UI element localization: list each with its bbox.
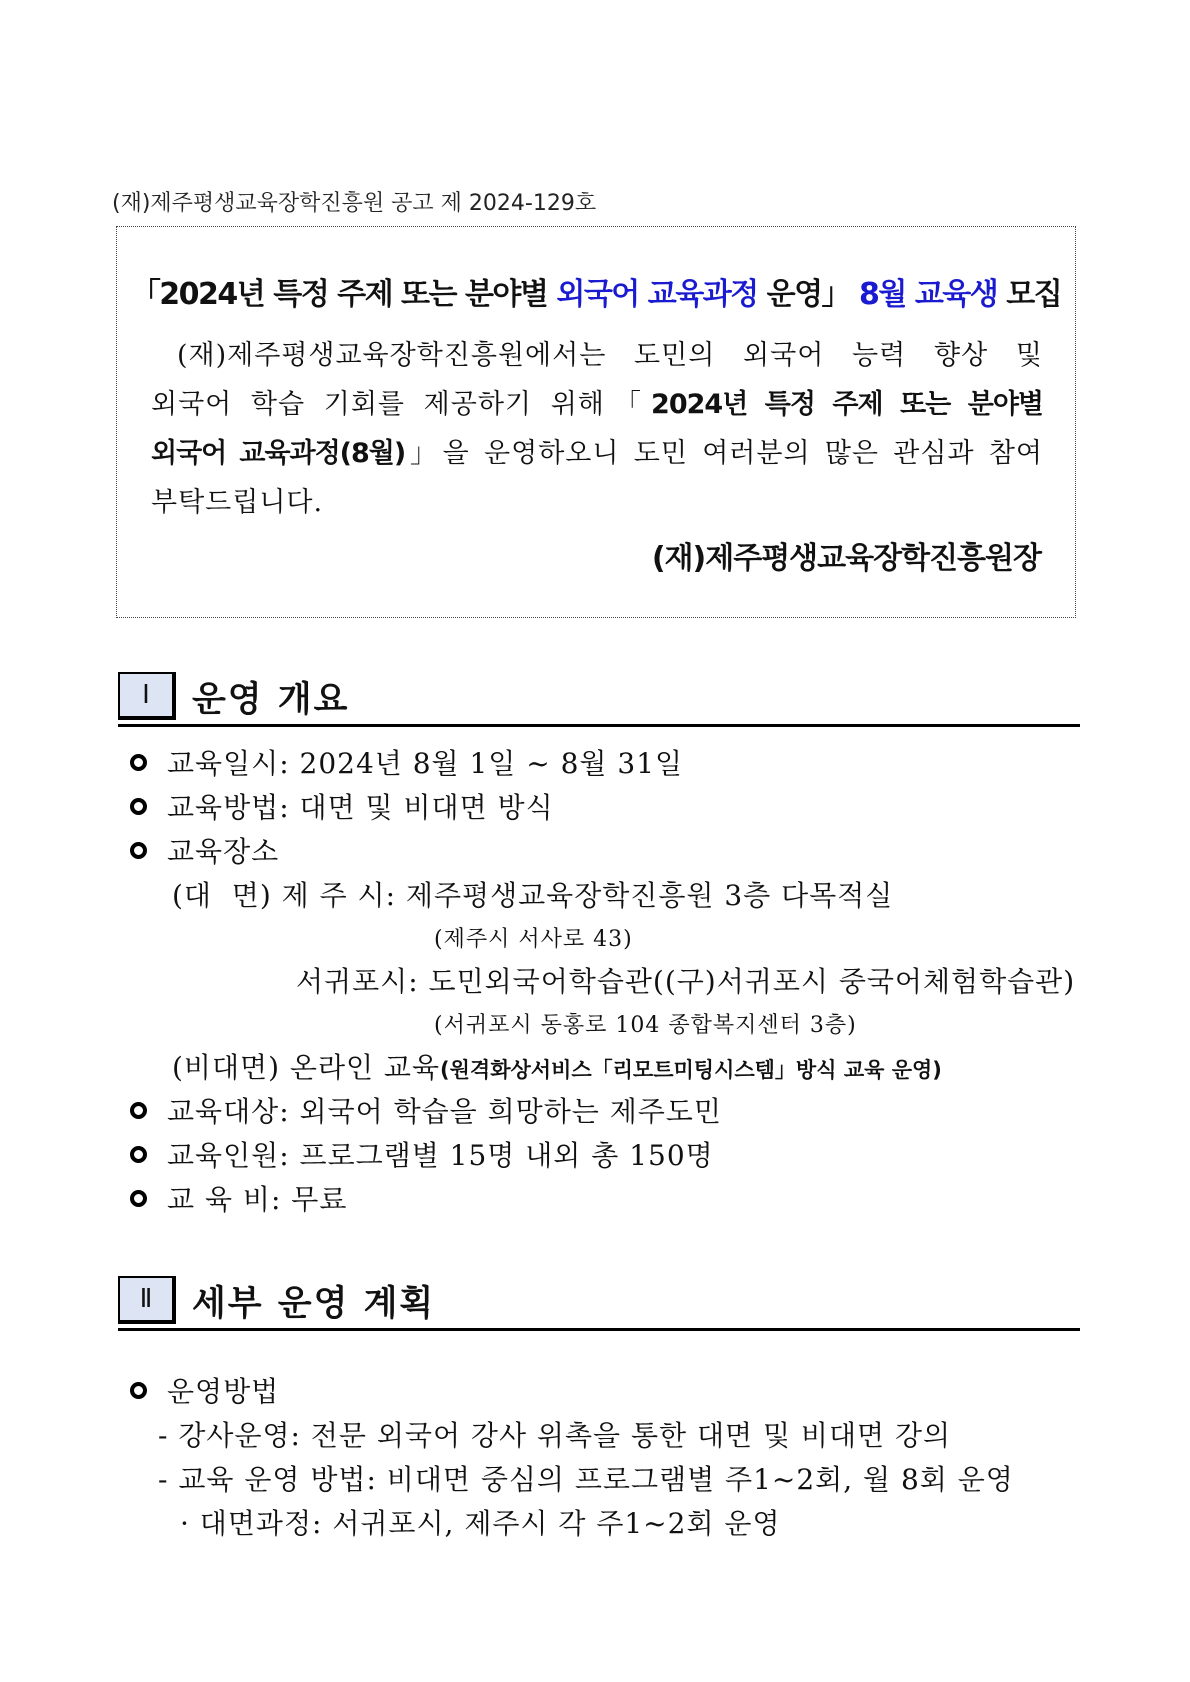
place-text: 교육장소 bbox=[167, 835, 280, 868]
offline-line: · 대면과정: 서귀포시, 제주시 각 주1~2회 운영 bbox=[180, 1507, 781, 1540]
edu-method-line: - 교육 운영 방법: 비대면 중심의 프로그램별 주1~2회, 월 8회 운영 bbox=[158, 1463, 1014, 1496]
title-part5: 모집 bbox=[997, 277, 1062, 312]
list-item-date bbox=[130, 742, 683, 782]
bullet-icon bbox=[130, 1382, 147, 1399]
online-prefix: (비대면) 온라인 교육 bbox=[172, 1051, 441, 1084]
body-line-3-bold: 외국어 교육과정(8월) bbox=[151, 438, 406, 469]
list-item-place bbox=[130, 830, 279, 870]
body-line-2-plain: 외국어 학습 기회를 제공하기 위해「 bbox=[151, 389, 652, 420]
online-detail: (원격화상서비스「리모트미팅시스템」방식 교육 운영) bbox=[440, 1058, 942, 1082]
bullet-icon bbox=[130, 842, 147, 859]
operation-text: 운영방법 bbox=[167, 1375, 280, 1408]
list-item-count bbox=[130, 1134, 714, 1174]
bullet-icon bbox=[130, 1190, 147, 1207]
section-1-title: 운영 개요 bbox=[192, 680, 350, 720]
section-2-number: Ⅱ bbox=[118, 1276, 176, 1324]
instructor-line: - 강사운영: 전문 외국어 강사 위촉을 통한 대면 및 비대면 강의 bbox=[158, 1419, 952, 1452]
announcement-title bbox=[117, 269, 1075, 313]
bullet-icon bbox=[130, 754, 147, 771]
body-line-3 bbox=[151, 429, 1043, 478]
jeju-address: (제주시 서사로 43) bbox=[434, 927, 633, 952]
fee-text: 교 육 비: 무료 bbox=[167, 1183, 348, 1216]
bullet-icon bbox=[130, 1102, 147, 1119]
list-item-operation bbox=[130, 1370, 279, 1410]
body-line-4: 부탁드립니다. bbox=[151, 487, 324, 518]
body-line-2 bbox=[151, 380, 1043, 429]
bullet-icon bbox=[130, 798, 147, 815]
count-text: 교육인원: 프로그램별 15명 내외 총 150명 bbox=[167, 1139, 714, 1172]
title-part4: 8월 교육생 bbox=[859, 277, 998, 312]
title-part3: 운영」 bbox=[757, 277, 860, 312]
title-part2: 외국어 교육과정 bbox=[556, 277, 758, 312]
date-text: 교육일시: 2024년 8월 1일 ~ 8월 31일 bbox=[167, 747, 684, 780]
section-2-title: 세부 운영 계획 bbox=[192, 1284, 436, 1324]
title-part1: 「2024년 특정 주제 또는 분야별 bbox=[130, 277, 557, 312]
body-line-3-plain: 」을 운영하오니 도민 여러분의 많은 관심과 참여 bbox=[405, 438, 1043, 469]
seogwipo-location: 서귀포시: 도민외국어학습관((구)서귀포시 중국어체험학습관) bbox=[296, 965, 1076, 998]
section-1-number: Ⅰ bbox=[118, 672, 176, 720]
target-text: 교육대상: 외국어 학습을 희망하는 제주도민 bbox=[167, 1095, 722, 1128]
signature: (재)제주평생교육장학진흥원장 bbox=[651, 541, 1041, 576]
jeju-location: (대 면) 제 주 시: 제주평생교육장학진흥원 3층 다목적실 bbox=[172, 879, 894, 912]
notice-number: (재)제주평생교육장학진흥원 공고 제 2024-129호 bbox=[112, 191, 597, 216]
announcement-box bbox=[116, 226, 1076, 618]
body-line-1: (재)제주평생교육장학진흥원에서는 도민의 외국어 능력 향상 및 bbox=[177, 340, 1043, 371]
list-item-target bbox=[130, 1090, 722, 1130]
online-education bbox=[172, 1046, 942, 1086]
announcement-body bbox=[151, 331, 1043, 527]
body-line-2-bold: 2024년 특정 주제 또는 분야별 bbox=[651, 389, 1043, 420]
section-1-header bbox=[118, 672, 1080, 727]
seogwipo-address: (서귀포시 동홍로 104 종합복지센터 3층) bbox=[434, 1013, 857, 1038]
list-item-fee bbox=[130, 1178, 347, 1218]
bullet-icon bbox=[130, 1146, 147, 1163]
list-item-method bbox=[130, 786, 554, 826]
method-text: 교육방법: 대면 및 비대면 방식 bbox=[167, 791, 554, 824]
section-2-header bbox=[118, 1276, 1080, 1331]
